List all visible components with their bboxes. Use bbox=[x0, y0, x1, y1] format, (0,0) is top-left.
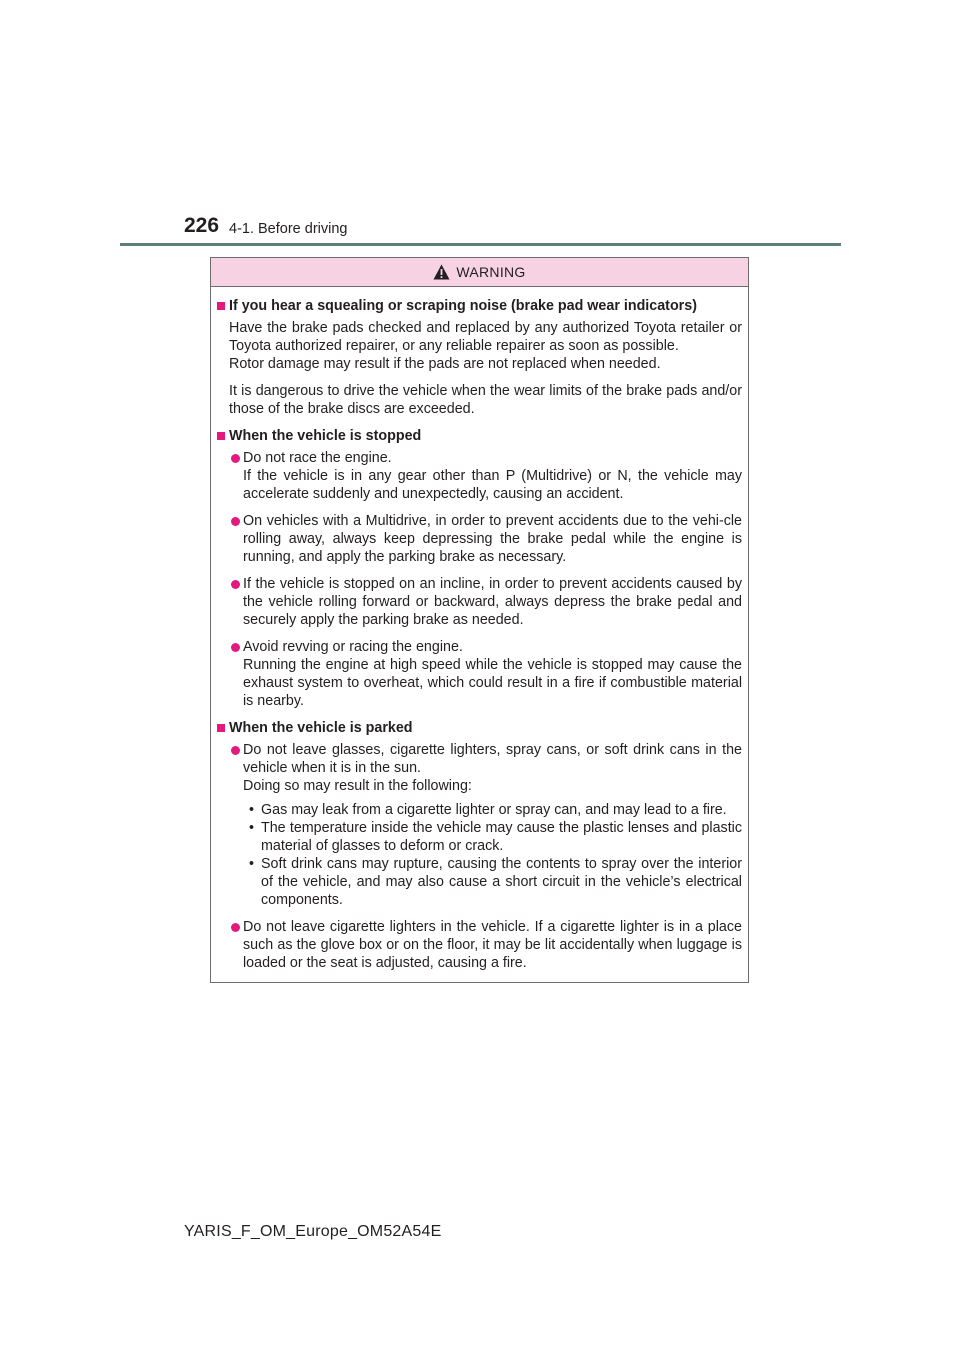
sub-list-item-text: Gas may leak from a cigarette lighter or spray can, and may lead to a fire. bbox=[261, 802, 727, 818]
section-heading-text: If you hear a squealing or scraping noise (brake pad wear indicators) bbox=[229, 298, 697, 314]
dot-bullet-icon: • bbox=[249, 856, 255, 872]
section-heading bbox=[217, 297, 742, 315]
list-item-text: If the vehicle is stopped on an incline, in order to prevent accidents caused by the vehicle rolling forward or backward, always depress the brake pedal and securely apply the parking brake as needed. bbox=[243, 576, 742, 628]
section-heading bbox=[217, 427, 742, 445]
circle-bullet-icon bbox=[231, 454, 240, 463]
sub-list-item-text: Soft drink cans may rupture, causing the contents to spray over the interior of the vehicle, and may also cause a short circuit in the vehicle’s electrical components. bbox=[261, 856, 742, 908]
warning-box bbox=[210, 257, 749, 983]
square-bullet-icon bbox=[217, 724, 225, 732]
warning-triangle-icon bbox=[433, 264, 450, 280]
list-item-text: Doing so may result in the following: bbox=[243, 778, 472, 794]
list-item bbox=[217, 638, 742, 710]
warning-header bbox=[211, 258, 748, 287]
list-item bbox=[217, 741, 742, 909]
paragraph bbox=[217, 382, 742, 418]
square-bullet-icon bbox=[217, 432, 225, 440]
circle-bullet-icon bbox=[231, 923, 240, 932]
list-item-text: If the vehicle is in any gear other than P (Multidrive) or N, the vehicle may accelerate suddenly and unexpectedly, causing an accident. bbox=[243, 468, 742, 502]
list-item bbox=[217, 575, 742, 629]
list-item-text: On vehicles with a Multidrive, in order to prevent accidents due to the vehi-cle rolling away, always keep depressing the brake pedal while the engine is running, and apply the parking brake as necessary. bbox=[243, 513, 742, 565]
section-heading bbox=[217, 719, 742, 737]
list-item-text: Do not leave glasses, cigarette lighters, spray cans, or soft drink cans in the vehicle when it is in the sun. bbox=[243, 742, 742, 776]
circle-bullet-icon bbox=[231, 580, 240, 589]
paragraph-text: Rotor damage may result if the pads are not replaced when needed. bbox=[229, 356, 661, 372]
list-item-text: Running the engine at high speed while the vehicle is stopped may cause the exhaust system to overheat, which could result in a fire if combustible material is nearby. bbox=[243, 657, 742, 709]
section-title: 4-1. Before driving bbox=[229, 221, 348, 237]
dot-bullet-icon: • bbox=[249, 802, 255, 818]
warning-body bbox=[211, 287, 748, 972]
list-item bbox=[217, 512, 742, 566]
sub-list-item-text: The temperature inside the vehicle may cause the plastic lenses and plastic material of glasses to deform or crack. bbox=[261, 820, 742, 854]
sub-list-item bbox=[249, 855, 742, 909]
paragraph-text: Have the brake pads checked and replaced by any authorized Toyota retailer or Toyota authorized repairer, or any reliable repairer as soon as possible. bbox=[229, 320, 742, 354]
paragraph bbox=[217, 319, 742, 373]
sub-list-item bbox=[249, 801, 742, 819]
dot-bullet-icon: • bbox=[249, 820, 255, 836]
circle-bullet-icon bbox=[231, 643, 240, 652]
paragraph-text: It is dangerous to drive the vehicle when the wear limits of the brake pads and/or those of the brake discs are exceeded. bbox=[229, 383, 742, 417]
circle-bullet-icon bbox=[231, 746, 240, 755]
section-heading-text: When the vehicle is parked bbox=[229, 720, 413, 736]
page-number: 226 bbox=[184, 214, 220, 237]
list-item-text: Avoid revving or racing the engine. bbox=[243, 639, 463, 655]
section-heading-text: When the vehicle is stopped bbox=[229, 428, 422, 444]
document-id-footer: YARIS_F_OM_Europe_OM52A54E bbox=[184, 1223, 442, 1240]
circle-bullet-icon bbox=[231, 517, 240, 526]
sub-list bbox=[243, 801, 742, 909]
list-item bbox=[217, 918, 742, 972]
sub-list-item bbox=[249, 819, 742, 855]
square-bullet-icon bbox=[217, 302, 225, 310]
header-divider bbox=[120, 243, 841, 246]
list-item-text: Do not race the engine. bbox=[243, 450, 392, 466]
warning-title: WARNING bbox=[456, 264, 526, 280]
list-item-text: Do not leave cigarette lighters in the vehicle. If a cigarette lighter is in a place such as the glove box or on the floor, it may be lit accidentally when luggage is loaded or the seat is adjusted, causing a fire. bbox=[243, 919, 742, 971]
list-item bbox=[217, 449, 742, 503]
